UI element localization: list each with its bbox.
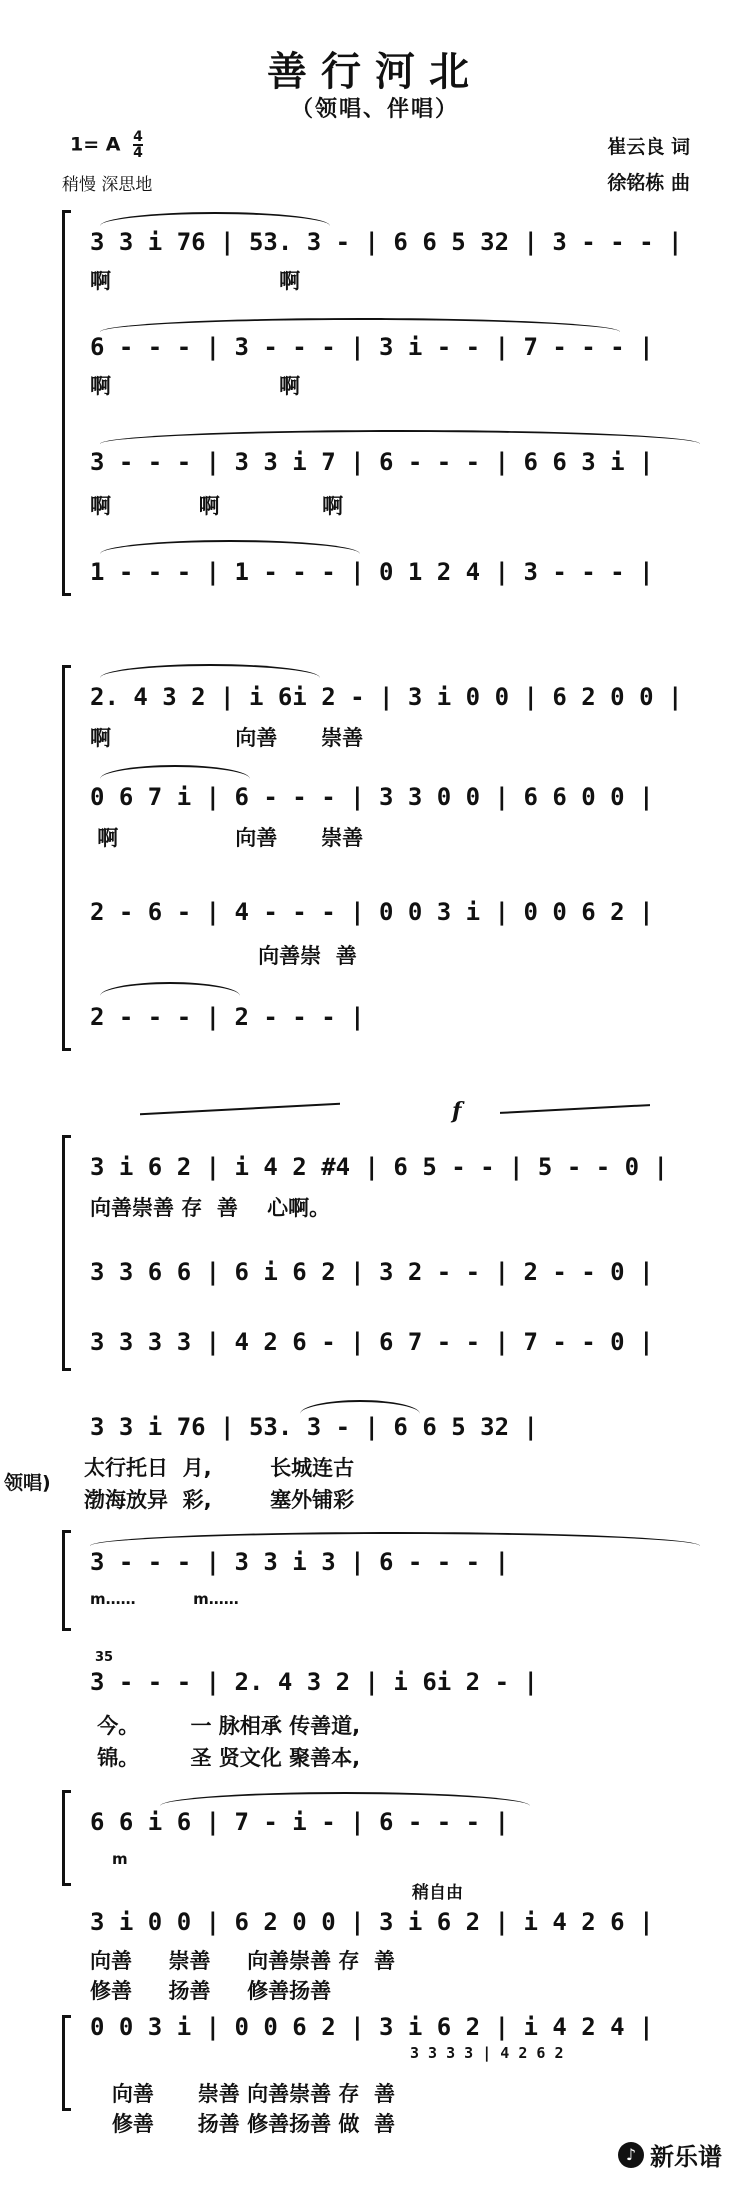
tempo-change: 稍自由 xyxy=(412,1883,463,1903)
slur xyxy=(100,540,360,554)
staff-row xyxy=(90,1665,710,1699)
slur xyxy=(100,664,320,678)
notes: 6 - - - | 3 - - - | 3 i - - | 7 - - - | xyxy=(90,333,654,361)
notes: 2 - - - | 2 - - - | xyxy=(90,1003,365,1031)
notes: 3 3 6 6 | 6 i 6 2 | 3 2 - - | 2 - - 0 | xyxy=(90,1258,654,1286)
staff-row xyxy=(90,1150,710,1184)
staff-row xyxy=(90,1905,710,1939)
lyric-line: 向善 崇善 向善崇善 存 善 xyxy=(90,2082,396,2106)
music-note-icon: ♪ xyxy=(618,2142,644,2168)
notes: 3 i 6 2 | i 4 2 #4 | 6 5 - - | 5 - - 0 | xyxy=(90,1153,668,1181)
slur xyxy=(100,765,250,779)
lyricist: 崔云良 词 xyxy=(607,136,690,158)
lyric-line: 啊 啊 xyxy=(90,374,301,398)
system-bracket xyxy=(62,665,71,1051)
lyric-line: 啊 向善 崇善 xyxy=(90,826,364,850)
lyric-line: 向善崇 善 xyxy=(90,944,357,968)
tempo-marking: 稍慢 深思地 xyxy=(62,175,153,195)
notes: 3 3 3 3 | 4 2 6 2 xyxy=(410,2044,564,2062)
slur xyxy=(90,1532,700,1546)
notes: 3 3 i 76 | 53. 3 - | 6 6 5 32 | 3 - - - | xyxy=(90,228,683,256)
notes: 3 3 i 76 | 53. 3 - | 6 6 5 32 | xyxy=(90,1413,538,1441)
lyric-line: 太行托日 月, 长城连古 xyxy=(84,1456,355,1480)
lyric-line: 啊 啊 啊 xyxy=(90,494,344,518)
lyric-line: 啊 啊 xyxy=(90,269,301,293)
logo-text: 新乐谱 xyxy=(650,2143,722,2171)
lyric-line: 锦。 圣 贤文化 聚善本, xyxy=(90,1746,361,1770)
lyric-line: 向善崇善 存 善 心啊。 xyxy=(90,1196,331,1220)
staff-row xyxy=(90,1325,710,1359)
slur xyxy=(300,1400,420,1414)
system-bracket xyxy=(62,1135,71,1371)
notes: 0 0 3 i | 0 0 6 2 | 3 i 6 2 | i 4 2 4 | xyxy=(90,2013,654,2041)
key-signature xyxy=(70,130,143,160)
staff-row xyxy=(90,555,710,589)
lyric-line: 今。 一 脉相承 传善道, xyxy=(90,1714,361,1738)
staff-row xyxy=(90,1410,710,1444)
lyric-line: 啊 向善 崇善 xyxy=(90,726,364,750)
notes: 3 - - - | 2. 4 3 2 | i 6i 2 - | xyxy=(90,1668,538,1696)
dynamic-marking: f xyxy=(452,1098,462,1124)
lyric-line: 修善 扬善 修善扬善 做 善 xyxy=(90,2112,396,2136)
notes: 3 - - - | 3 3 i 3 | 6 - - - | xyxy=(90,1548,510,1576)
lyric-line: 修善 扬善 修善扬善 xyxy=(90,1979,332,2003)
staff-row-lower xyxy=(410,2042,710,2064)
score-subtitle: （领唱、伴唱） xyxy=(290,97,459,122)
notes: 6 6 i 6 | 7 - i - | 6 - - - | xyxy=(90,1808,510,1836)
system-bracket xyxy=(62,2015,71,2111)
time-sig-top: 4 xyxy=(133,129,143,145)
staff-row xyxy=(90,1545,710,1579)
slur xyxy=(160,1792,530,1806)
notes: 0 6 7 i | 6 - - - | 3 3 0 0 | 6 6 0 0 | xyxy=(90,783,654,811)
slur xyxy=(100,318,620,332)
staff-row xyxy=(90,1255,710,1289)
staff-row xyxy=(90,680,710,714)
lyric-line: 渤海放异 彩, 塞外铺彩 xyxy=(84,1488,355,1512)
notes: 2. 4 3 2 | i 6i 2 - | 3 i 0 0 | 6 2 0 0 | xyxy=(90,683,683,711)
staff-row xyxy=(90,330,710,364)
system-bracket xyxy=(62,1530,71,1631)
system-bracket xyxy=(62,1790,71,1886)
notes: 1 - - - | 1 - - - | 0 1 2 4 | 3 - - - | xyxy=(90,558,654,586)
staff-row xyxy=(90,1000,710,1034)
system-bracket xyxy=(62,210,71,596)
notes: 2 - 6 - | 4 - - - | 0 0 3 i | 0 0 6 2 | xyxy=(90,898,654,926)
staff-row xyxy=(90,780,710,814)
slur xyxy=(100,212,330,226)
lead-vocal-label: 领唱) xyxy=(4,1472,51,1494)
slur xyxy=(100,982,240,996)
crescendo-hairpin xyxy=(140,1103,340,1115)
time-sig-bottom: 4 xyxy=(133,145,143,161)
lyric-line: m xyxy=(112,1850,128,1868)
grace-notes: 35 xyxy=(95,1650,114,1665)
staff-row xyxy=(90,225,710,259)
lyric-line: 向善 崇善 向善崇善 存 善 xyxy=(90,1949,396,1973)
notes: 3 3 3 3 | 4 2 6 - | 6 7 - - | 7 - - 0 | xyxy=(90,1328,654,1356)
staff-row xyxy=(90,1805,710,1839)
staff-row xyxy=(90,2010,710,2044)
notes: 3 i 0 0 | 6 2 0 0 | 3 i 6 2 | i 4 2 6 | xyxy=(90,1908,654,1936)
site-logo xyxy=(618,2137,722,2172)
staff-row xyxy=(90,445,710,479)
time-signature xyxy=(133,130,143,160)
notes: 3 - - - | 3 3 i 7 | 6 - - - | 6 6 3 i | xyxy=(90,448,654,476)
composer: 徐铭栋 曲 xyxy=(607,172,690,194)
staff-row xyxy=(90,895,710,929)
slur xyxy=(100,430,700,444)
crescendo-hairpin xyxy=(500,1104,650,1114)
lyric-line: m…… m…… xyxy=(90,1590,239,1608)
key-label: 1= A xyxy=(70,133,121,156)
score-title: 善行河北 xyxy=(267,49,483,95)
